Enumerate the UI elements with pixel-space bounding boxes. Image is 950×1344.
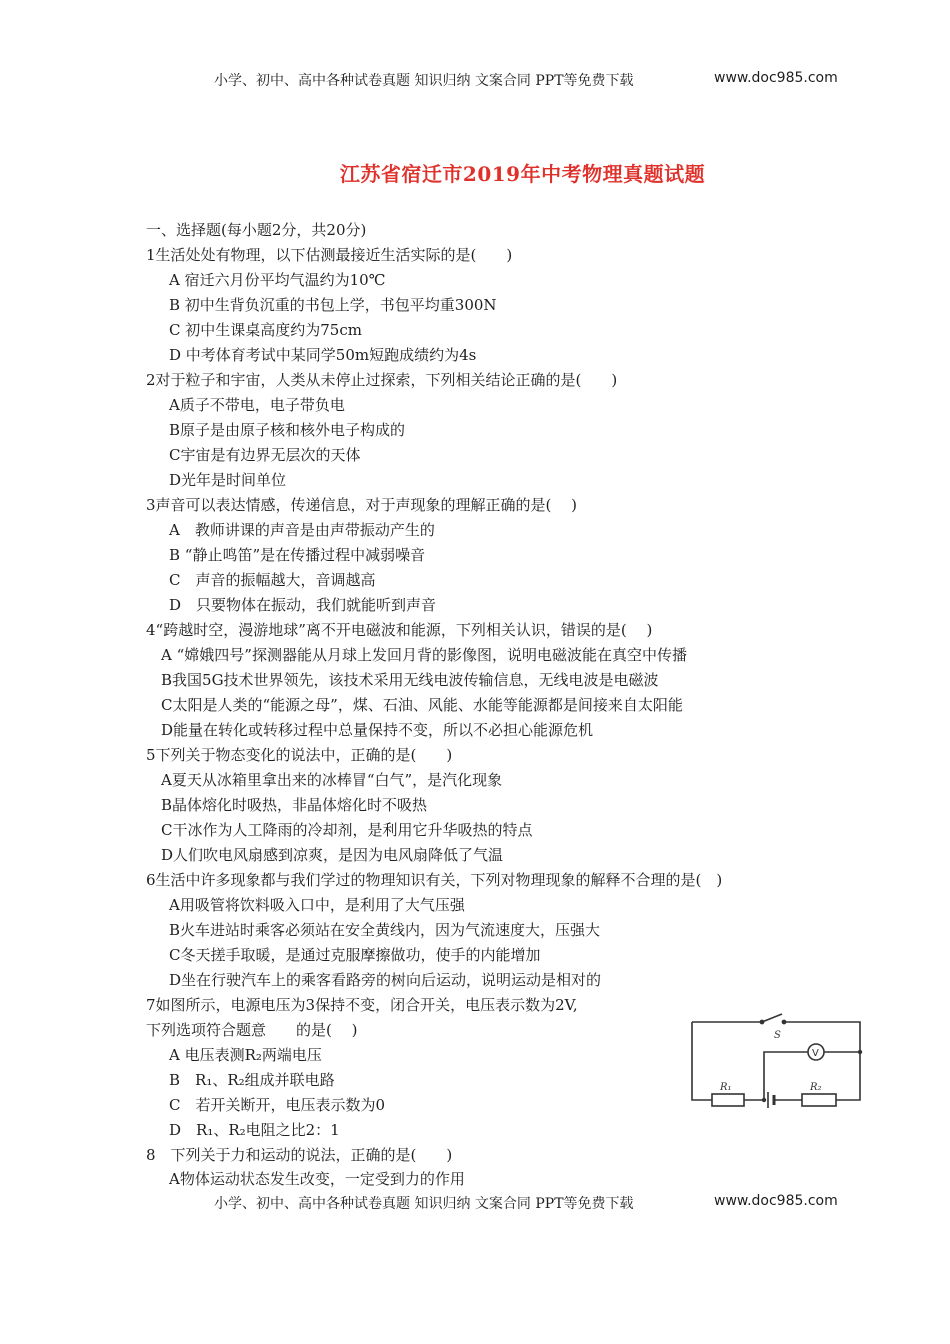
option: D能量在转化或转移过程中总量保持不变，所以不必担心能源危机 bbox=[161, 721, 594, 739]
option: D 只要物体在振动，我们就能听到声音 bbox=[169, 596, 437, 614]
exam-title: 江苏省宿迁市2019年中考物理真题试题 bbox=[339, 162, 706, 186]
resistor-r1 bbox=[712, 1094, 744, 1106]
resistor-r2 bbox=[802, 1094, 836, 1106]
question-stem: 2对于粒子和宇宙，人类从未停止过探索，下列相关结论正确的是( ) bbox=[146, 371, 618, 389]
option: C 初中生课桌高度约为75cm bbox=[169, 321, 362, 339]
header-text: 小学、初中、高中各种试卷真题 知识归纳 文案合同 PPT等免费下载 bbox=[214, 73, 634, 89]
option: D 中考体育考试中某同学50m短跑成绩约为4s bbox=[169, 346, 477, 364]
option: B我国5G技术世界领先，该技术采用无线电波传输信息，无线电波是电磁波 bbox=[161, 671, 659, 689]
page-header bbox=[214, 70, 838, 90]
question-stem: 1生活处处有物理，以下估测最接近生活实际的是( ) bbox=[146, 246, 513, 264]
option: C冬天搓手取暖，是通过克服摩擦做功，使手的内能增加 bbox=[169, 946, 541, 964]
option: A物体运动状态发生改变，一定受到力的作用 bbox=[169, 1170, 465, 1188]
circuit-diagram bbox=[688, 1012, 888, 1114]
option: D坐在行驶汽车上的乘客看路旁的树向后运动，说明运动是相对的 bbox=[169, 971, 602, 989]
option: B “静止鸣笛”是在传播过程中减弱噪音 bbox=[169, 546, 426, 564]
question-stem: 7如图所示，电源电压为3保持不变，闭合开关，电压表示数为2V, bbox=[146, 996, 578, 1014]
option: C干冰作为人工降雨的冷却剂，是利用它升华吸热的特点 bbox=[161, 821, 533, 839]
footer-site[interactable]: www.doc985.com bbox=[714, 1193, 838, 1209]
option: A 教师讲课的声音是由声带振动产生的 bbox=[169, 521, 435, 539]
header-site[interactable]: www.doc985.com bbox=[714, 70, 838, 86]
wire bbox=[764, 1052, 808, 1100]
question-stem: 5下列关于物态变化的说法中，正确的是( ) bbox=[146, 746, 453, 764]
switch bbox=[762, 1014, 782, 1022]
r1-label: R₁ bbox=[720, 1082, 732, 1093]
option: B晶体熔化时吸热，非晶体熔化时不吸热 bbox=[161, 796, 428, 814]
option: A 电压表测R₂两端电压 bbox=[169, 1046, 322, 1064]
page-footer bbox=[214, 1193, 838, 1213]
option: A “嫦娥四号”探测器能从月球上发回月背的影像图，说明电磁波能在真空中传播 bbox=[161, 646, 687, 664]
section-heading: 一、选择题(每小题2分，共20分) bbox=[146, 221, 367, 239]
option: B原子是由原子核和核外电子构成的 bbox=[169, 421, 406, 439]
option: A夏天从冰箱里拿出来的冰棒冒“白气”，是汽化现象 bbox=[161, 771, 503, 789]
question-stem: 8 下列关于力和运动的说法，正确的是( ) bbox=[146, 1146, 453, 1164]
option: C 若开关断开，电压表示数为0 bbox=[169, 1096, 386, 1114]
option: C 声音的振幅越大，音调越高 bbox=[169, 571, 376, 589]
question-stem: 3声音可以表达情感，传递信息，对于声现象的理解正确的是( ) bbox=[146, 496, 578, 514]
question-stem-continued: 下列选项符合题意 的是( ) bbox=[146, 1021, 358, 1039]
switch-label: S bbox=[774, 1030, 781, 1041]
option: A用吸管将饮料吸入口中，是利用了大气压强 bbox=[169, 896, 465, 914]
question-stem: 4“跨越时空，漫游地球”离不开电磁波和能源，下列相关认识，错误的是( ) bbox=[146, 621, 653, 639]
option: D R₁、R₂电阻之比2：1 bbox=[169, 1121, 340, 1139]
option: D人们吹电风扇感到凉爽，是因为电风扇降低了气温 bbox=[161, 846, 504, 864]
question-stem: 6生活中许多现象都与我们学过的物理知识有关，下列对物理现象的解释不合理的是( ) bbox=[146, 871, 723, 889]
option: C太阳是人类的“能源之母”，煤、石油、风能、水能等能源都是间接来自太阳能 bbox=[161, 696, 683, 714]
option: B火车进站时乘客必须站在安全黄线内，因为气流速度大，压强大 bbox=[169, 921, 601, 939]
option: A质子不带电，电子带负电 bbox=[169, 396, 345, 414]
option: D光年是时间单位 bbox=[169, 471, 287, 489]
voltmeter-label: V bbox=[812, 1048, 819, 1059]
option: C宇宙是有边界无层次的天体 bbox=[169, 446, 361, 464]
r2-label: R₂ bbox=[810, 1082, 822, 1093]
wire bbox=[692, 1022, 712, 1100]
option: A 宿迁六月份平均气温约为10℃ bbox=[169, 271, 386, 289]
wire bbox=[836, 1052, 860, 1100]
footer-text: 小学、初中、高中各种试卷真题 知识归纳 文案合同 PPT等免费下载 bbox=[214, 1196, 634, 1212]
option: B R₁、R₂组成并联电路 bbox=[169, 1071, 335, 1089]
option: B 初中生背负沉重的书包上学，书包平均重300N bbox=[169, 296, 497, 314]
